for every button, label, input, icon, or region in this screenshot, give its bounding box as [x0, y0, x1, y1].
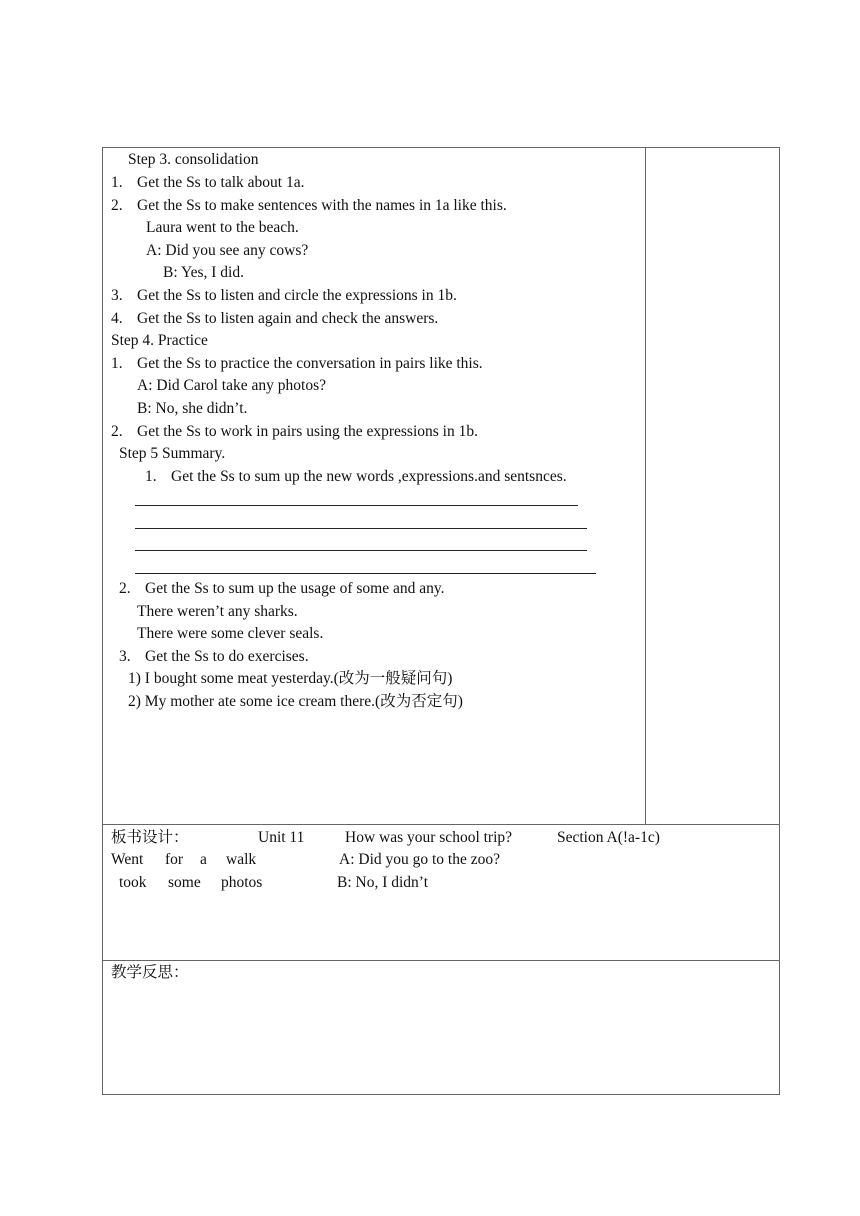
row-divider-board [102, 824, 780, 825]
item-number: 2. [111, 423, 123, 440]
board-unit: Unit 11 [258, 829, 305, 846]
board-word: a [200, 851, 207, 868]
step4-example-1: A: Did Carol take any photos? [137, 377, 326, 394]
step5-item-2 [119, 580, 444, 598]
answer-blank-line [135, 550, 587, 551]
board-dialog-b: B: No, I didn’t [337, 874, 428, 891]
board-word: some [168, 874, 201, 891]
step3-example-3: B: Yes, I did. [163, 264, 244, 281]
board-word: photos [221, 874, 263, 891]
step5-item-3 [119, 648, 309, 666]
board-word: took [119, 874, 147, 891]
item-number: 3. [119, 648, 131, 665]
step3-item-3 [111, 287, 457, 305]
item-text: Get the Ss to practice the conversation in pairs like this. [137, 355, 483, 372]
item-number: 4. [111, 310, 123, 327]
step4-item-1 [111, 355, 483, 373]
step4-example-2: B: No, she didn’t. [137, 400, 248, 417]
board-word: for [165, 851, 184, 868]
answer-blank-line [135, 528, 587, 529]
step3-item-1 [111, 174, 304, 192]
item-text: Get the Ss to listen and circle the expressions in 1b. [137, 287, 457, 304]
answer-blank-line [135, 573, 596, 574]
item-text: Get the Ss to talk about 1a. [137, 174, 305, 191]
item-text: Get the Ss to sum up the new words ,expressions.and sentsnces. [171, 468, 567, 485]
item-text: Get the Ss to sum up the usage of some and any. [145, 580, 445, 597]
item-number: 1. [145, 468, 157, 485]
board-design-label: 板书设计： [111, 829, 189, 846]
item-text: Get the Ss to do exercises. [145, 648, 309, 665]
board-word: Went [111, 851, 144, 868]
answer-blank-line [135, 505, 578, 506]
item-text: Get the Ss to make sentences with the names in 1a like this. [137, 197, 507, 214]
step5-item-1 [145, 468, 567, 486]
item-number: 2. [119, 580, 131, 597]
item-number: 3. [111, 287, 123, 304]
step5-heading: Step 5 Summary. [119, 445, 226, 462]
item-text: Get the Ss to listen again and check the answers. [137, 310, 439, 327]
row-divider-reflection [102, 960, 780, 961]
board-section: Section A(!a-1c) [557, 829, 660, 846]
exercise-2: 2) My mother ate some ice cream there.(改为否定句) [128, 693, 463, 710]
step3-example-2: A: Did you see any cows? [146, 242, 309, 259]
item-number: 2. [111, 197, 123, 214]
step3-item-2 [111, 197, 507, 215]
item-number: 1. [111, 174, 123, 191]
step5-example-2: There were some clever seals. [137, 625, 324, 642]
board-title: How was your school trip? [345, 829, 513, 846]
step3-item-4 [111, 310, 438, 328]
item-text: Get the Ss to work in pairs using the expressions in 1b. [137, 423, 478, 440]
exercise-1: 1) I bought some meat yesterday.(改为一般疑问句) [128, 670, 453, 687]
column-divider [645, 147, 646, 824]
teaching-reflection-label: 教学反思： [111, 964, 189, 981]
step5-example-1: There weren’t any sharks. [137, 603, 298, 620]
step3-heading: Step 3. consolidation [128, 151, 259, 168]
step4-heading: Step 4. Practice [111, 332, 208, 349]
board-word: walk [226, 851, 257, 868]
item-number: 1. [111, 355, 123, 372]
step4-item-2 [111, 423, 478, 441]
board-dialog-a: A: Did you go to the zoo? [339, 851, 501, 868]
step3-example-1: Laura went to the beach. [146, 219, 299, 236]
